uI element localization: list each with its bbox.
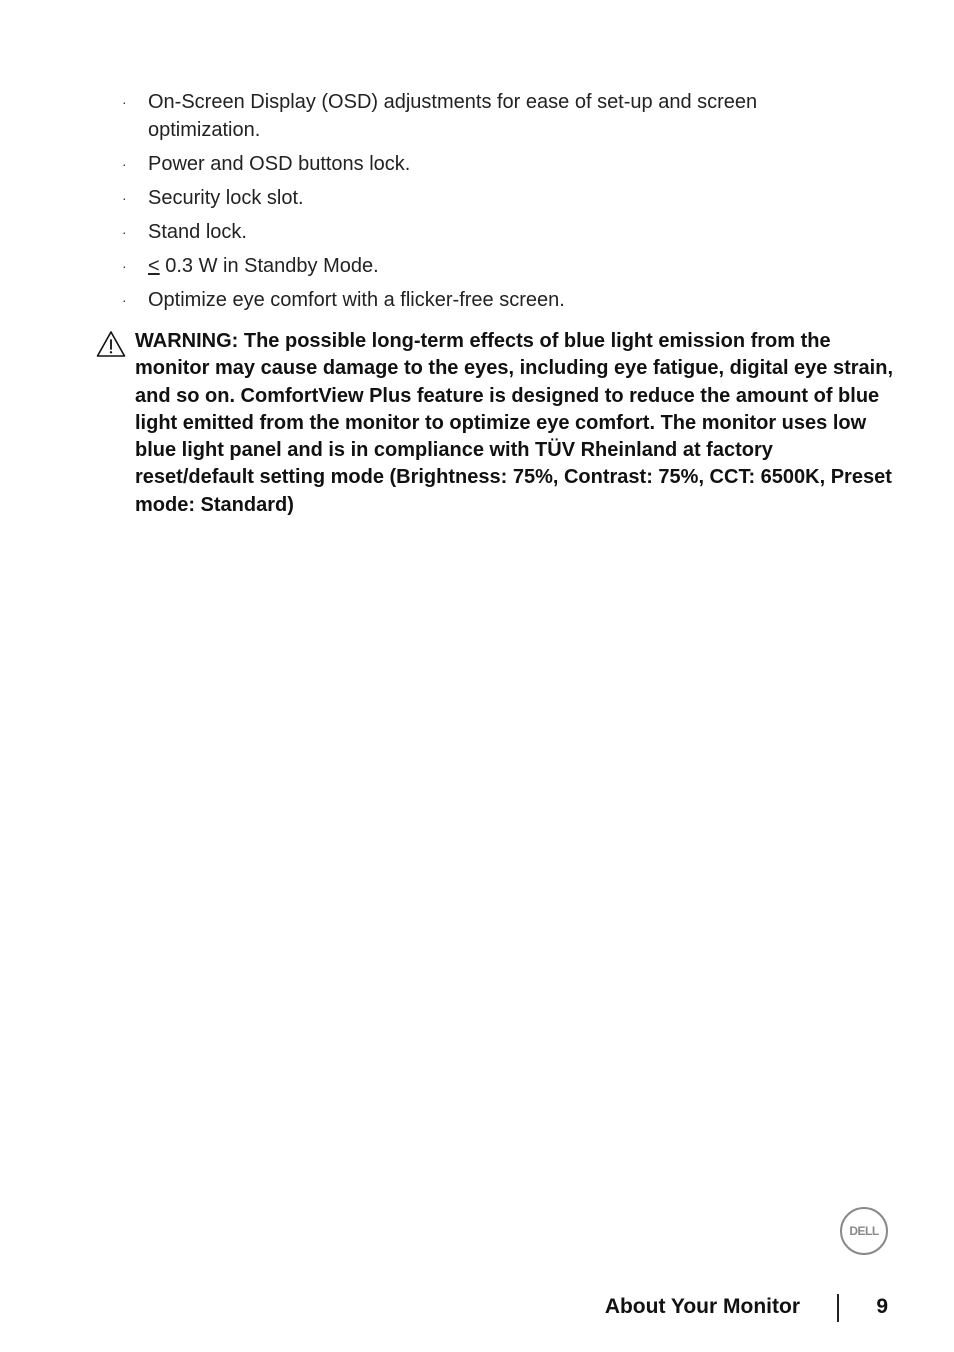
dell-logo xyxy=(839,1206,889,1256)
bullet: · xyxy=(122,190,127,206)
dell-logo-text: DELL xyxy=(849,1224,879,1238)
feature-text: Power and OSD buttons lock. xyxy=(148,153,411,175)
feature-text: Stand lock. xyxy=(148,221,247,243)
page-number: 9 xyxy=(876,1295,888,1318)
feature-item xyxy=(118,286,838,314)
page-footer xyxy=(500,1292,890,1324)
feature-text: Optimize eye comfort with a flicker-free screen. xyxy=(148,289,565,311)
bullet: · xyxy=(122,292,127,308)
feature-item xyxy=(118,184,838,212)
less-than-or-equal-symbol: < xyxy=(148,255,160,277)
feature-item xyxy=(118,150,838,178)
feature-item xyxy=(118,252,838,280)
bullet: · xyxy=(122,258,127,274)
feature-list xyxy=(118,88,838,320)
feature-item xyxy=(118,218,838,246)
feature-item xyxy=(118,88,838,144)
bullet: · xyxy=(122,224,127,240)
footer-divider xyxy=(837,1294,839,1322)
bullet: · xyxy=(122,156,127,172)
bullet: · xyxy=(122,94,127,110)
footer-section-title: About Your Monitor xyxy=(604,1295,800,1318)
feature-text: Security lock slot. xyxy=(148,187,304,209)
feature-text: On-Screen Display (OSD) adjustments for ease of set-up and screen optimization. xyxy=(148,91,758,141)
feature-text: 0.3 W in Standby Mode. xyxy=(159,255,379,277)
warning-block xyxy=(96,328,896,519)
warning-triangle-icon xyxy=(96,330,126,358)
warning-text: WARNING: The possible long-term effects of blue light emission from the monitor may cause damage to the eyes, including eye fatigue, digital eye strain, and so on. ComfortView Plus feature is designed to reduce the amount of blue light emitted from the monitor to optimize eye comfort. The monitor uses low blue light panel and is in compliance with TÜV Rheinland at factory reset/default setting mode (Brightness: 75%, Contrast: 75%, CCT: 6500K, Preset mode: Standard) xyxy=(135,330,893,516)
